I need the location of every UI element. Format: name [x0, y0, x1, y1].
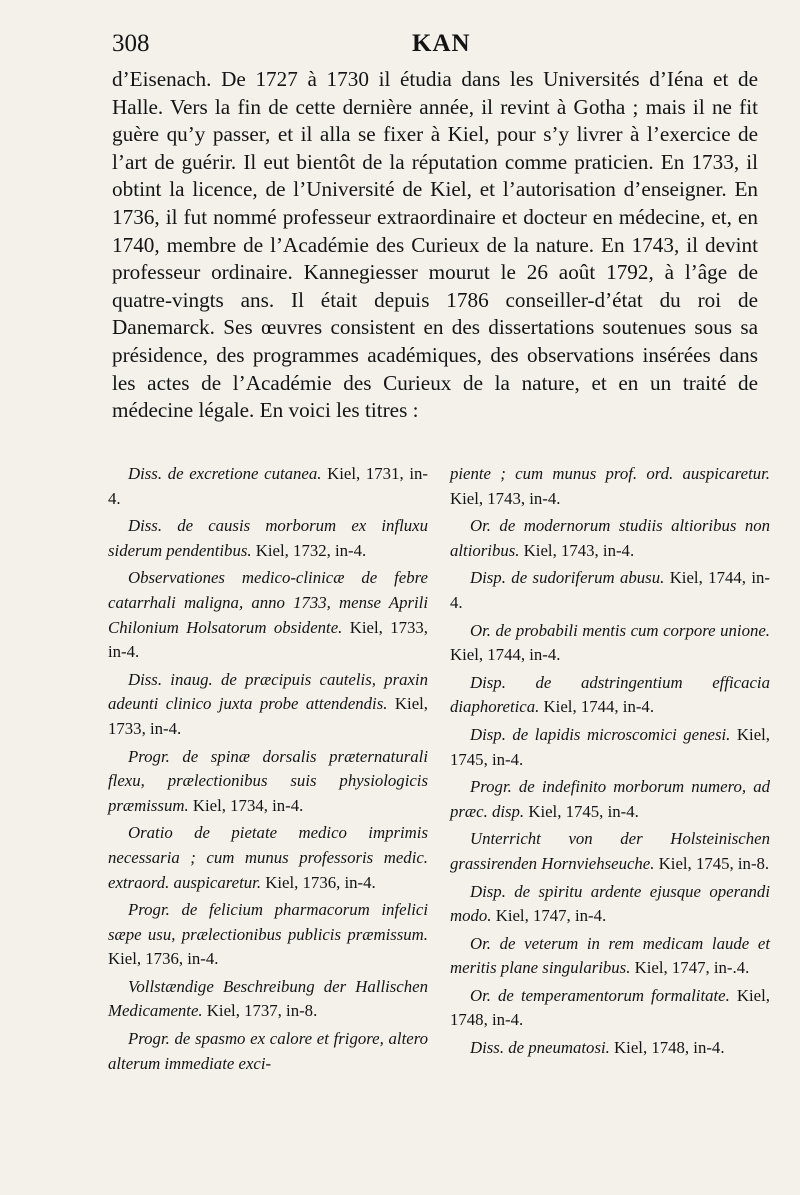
- publication-details: Kiel, 1733, in-4.: [108, 694, 428, 738]
- bibliography-entry: [450, 932, 770, 981]
- publication-details: Kiel, 1736, in-4.: [108, 949, 219, 969]
- bibliography-entry: [108, 668, 428, 742]
- work-title: Unterricht von der Holsteinischen grassirenden Hornviehseuche.: [450, 829, 770, 873]
- publication-details: Kiel, 1733, in-4.: [108, 617, 429, 662]
- publication-details: Kiel, 1732, in-4.: [255, 540, 367, 560]
- work-title: Progr. de indefinito morborum numero, ad præc. disp.: [450, 777, 770, 821]
- bibliography-columns: [108, 462, 770, 1162]
- work-title: Or. de modernorum studiis altioribus non altioribus.: [450, 516, 770, 560]
- publication-details: Kiel, 1743, in-4.: [450, 488, 561, 508]
- bibliography-entry: [108, 1027, 428, 1076]
- work-title: Diss. de excretione cutanea.: [128, 464, 322, 483]
- publication-details: Kiel, 1748, in-4.: [614, 1038, 725, 1058]
- work-title: Progr. de spasmo ex calore et frigore, altero alterum immediate exci-: [108, 1029, 428, 1073]
- work-title: Progr. de felicium pharmacorum infelici sæpe usu, prælectionibus publicis præmissum.: [108, 900, 428, 944]
- work-title: Diss. de causis morborum ex influxu siderum pendentibus.: [108, 516, 428, 560]
- publication-details: Kiel, 1748, in-4.: [450, 985, 770, 1030]
- publication-details: Kiel, 1745, in-4.: [450, 724, 770, 769]
- page-header: [112, 30, 760, 64]
- running-head: KAN: [412, 30, 471, 57]
- work-title: Progr. de spinæ dorsalis præternaturali flexu, prælectionibus suis physiologicis præmissum.: [108, 746, 428, 815]
- work-title: piente ; cum munus prof. ord. auspicaretur.: [450, 464, 770, 483]
- work-title: Disp. de sudoriferum abusu.: [470, 568, 665, 588]
- bibliography-entry: [450, 775, 770, 824]
- bibliography-entry: [450, 566, 770, 615]
- publication-details: Kiel, 1731, in-4.: [108, 464, 428, 508]
- bibliography-column-left: [108, 462, 428, 1079]
- publication-details: Kiel, 1745, in-8.: [658, 853, 770, 873]
- work-title: Disp. de lapidis microscomici genesi.: [470, 724, 731, 744]
- publication-details: Kiel, 1744, in-4.: [543, 697, 655, 717]
- work-title: Disp. de adstringentium efficacia diaphoretica.: [450, 672, 770, 717]
- publication-details: Kiel, 1747, in-4.: [495, 906, 607, 926]
- publication-details: Kiel, 1743, in-4.: [523, 540, 635, 560]
- bibliography-entry: [450, 827, 770, 876]
- bibliography-entry: [450, 671, 770, 720]
- work-title: Oratio de pietate medico imprimis necessaria ; cum munus professoris medic. extraord. auspicaretur.: [108, 823, 428, 892]
- bibliography-entry: [108, 462, 428, 511]
- publication-details: Kiel, 1747, in-.4.: [634, 958, 750, 978]
- publication-details: Kiel, 1745, in-4.: [528, 801, 639, 821]
- bibliography-entry: [450, 514, 770, 563]
- bibliography-entry: [108, 975, 428, 1024]
- bibliography-entry: [450, 984, 770, 1033]
- publication-details: Kiel, 1737, in-8.: [206, 1001, 318, 1021]
- bibliography-entry: [450, 619, 770, 668]
- bibliography-entry: [450, 723, 770, 772]
- publication-details: Kiel, 1734, in-4.: [192, 795, 304, 815]
- bibliography-entry: [450, 1036, 770, 1061]
- work-title: Or. de temperamentorum formalitate.: [470, 985, 730, 1005]
- bibliography-column-right: [450, 462, 770, 1064]
- work-title: Or. de veterum in rem medicam laude et meritis plane singularibus.: [450, 933, 770, 978]
- work-title: Or. de probabili mentis cum corpore unione.: [470, 620, 770, 640]
- page-number: 308: [112, 30, 150, 57]
- bibliography-entry: [108, 566, 428, 664]
- work-title: Vollstændige Beschreibung der Hallischen Medicamente.: [108, 976, 428, 1021]
- bibliography-entry: [108, 514, 428, 563]
- publication-details: Kiel, 1736, in-4.: [265, 872, 376, 892]
- work-title: Observationes medico-clinicæ de febre catarrhali maligna, anno 1733, mense Aprili Chilonium Holsatorum obsidente.: [108, 568, 428, 637]
- bibliography-entry: [450, 880, 770, 929]
- work-title: Diss. inaug. de præcipuis cautelis, praxin adeunti clinico juxta probe attendendis.: [108, 669, 428, 714]
- body-paragraph: d’Eisenach. De 1727 à 1730 il étudia dans les Universités d’Iéna et de Halle. Vers la fin de cette dernière année, il revint à Gotha ; mais il ne fit guère qu’y passer, et il alla se fixer à Kiel, pour s’y livrer à l’exercice de l’art de guérir. Il eut bientôt de la réputation comme praticien. En 1733, il obtint la licence, de l’Université de Kiel, et l’autorisation d’enseigner. En 1736, il fut nommé professeur extraordinaire et docteur en médecine, et, en 1740, membre de l’Académie des Curieux de la nature. En 1743, il devint professeur ordinaire. Kannegiesser mourut le 26 août 1792, à l’âge de quatre-vingts ans. Il était depuis 1786 conseiller-d’état du roi de Danemarck. Ses œuvres consistent en des dissertations soutenues sous sa présidence, des programmes académiques, des observations insérées dans les actes de l’Académie des Curieux de la nature, et en un traité de médecine légale. En voici les titres :: [112, 67, 758, 423]
- bibliography-entry: [108, 745, 428, 819]
- bibliography-entry: [108, 898, 428, 972]
- publication-details: Kiel, 1744, in-4.: [450, 568, 770, 612]
- work-title: Disp. de spiritu ardente ejusque operandi modo.: [450, 881, 770, 926]
- bibliography-entry: [108, 821, 428, 895]
- bibliography-entry-continuation: [450, 462, 770, 511]
- work-title: Diss. de pneumatosi.: [470, 1038, 610, 1058]
- publication-details: Kiel, 1744, in-4.: [450, 645, 561, 665]
